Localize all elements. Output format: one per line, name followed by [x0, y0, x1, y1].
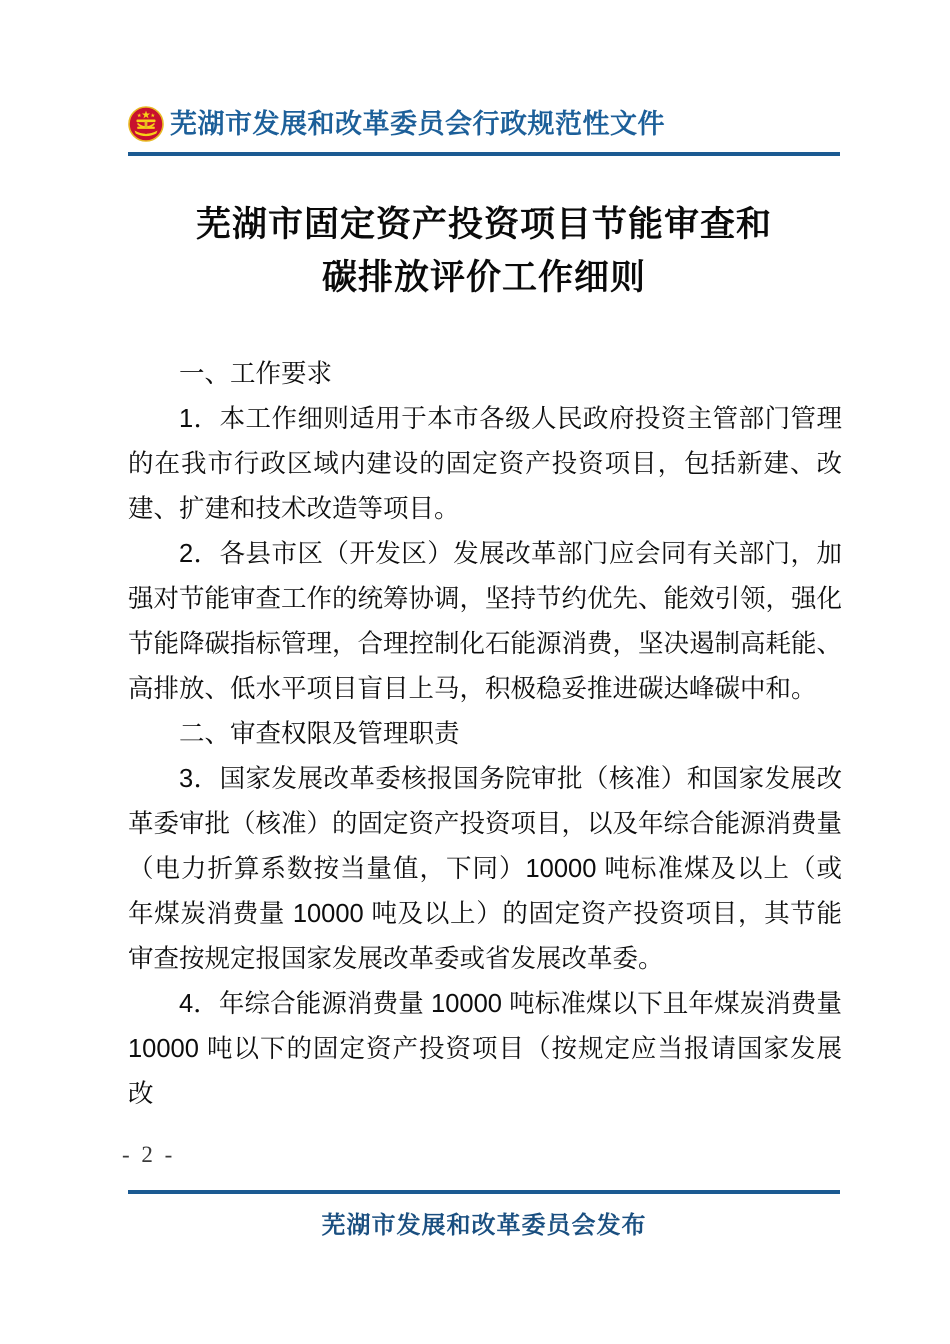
- document-body: [128, 352, 842, 1117]
- page-title: [128, 198, 840, 304]
- clause-1: 1．本工作细则适用于本市各级人民政府投资主管部门管理的在我市行政区域内建设的固定资产投资项目，包括新建、改建、扩建和技术改造等项目。: [128, 405, 842, 523]
- section-heading-2: 二、审查权限及管理职责: [179, 720, 460, 748]
- page-title-line-1: 芜湖市固定资产投资项目节能审查和: [195, 205, 772, 244]
- header-title: 芜湖市发展和改革委员会行政规范性文件: [170, 108, 665, 139]
- footer-publisher: 芜湖市发展和改革委员会发布: [321, 1212, 647, 1239]
- footer-divider: [128, 1190, 840, 1194]
- page-title-line-2: 碳排放评价工作细则: [321, 258, 646, 297]
- page-number: - 2 -: [122, 1142, 176, 1167]
- china-national-emblem-icon: [128, 106, 164, 142]
- header-divider: [128, 152, 840, 156]
- section-heading-1: 一、工作要求: [179, 360, 333, 388]
- clause-3: 3．国家发展改革委核报国务院审批（核准）和国家发展改革委审批（核准）的固定资产投资项目，以及年综合能源消费量（电力折算系数按当量值，下同）10000 吨标准煤及以上（或年煤炭消费量 10000 吨及以上）的固定资产投资项目，其节能审查按规定报国家发展改革委或省发展改革委。: [128, 765, 843, 973]
- clause-4: 4．年综合能源消费量 10000 吨标准煤以下且年煤炭消费量 10000 吨以下的固定资产投资项目（按规定应当报请国家发展改: [128, 990, 842, 1108]
- document-header: [128, 96, 840, 152]
- clause-2: 2．各县市区（开发区）发展改革部门应会同有关部门，加强对节能审查工作的统筹协调，坚持节约优先、能效引领，强化节能降碳指标管理，合理控制化石能源消费，坚决遏制高耗能、高排放、低水平项目盲目上马，积极稳妥推进碳达峰碳中和。: [128, 540, 843, 703]
